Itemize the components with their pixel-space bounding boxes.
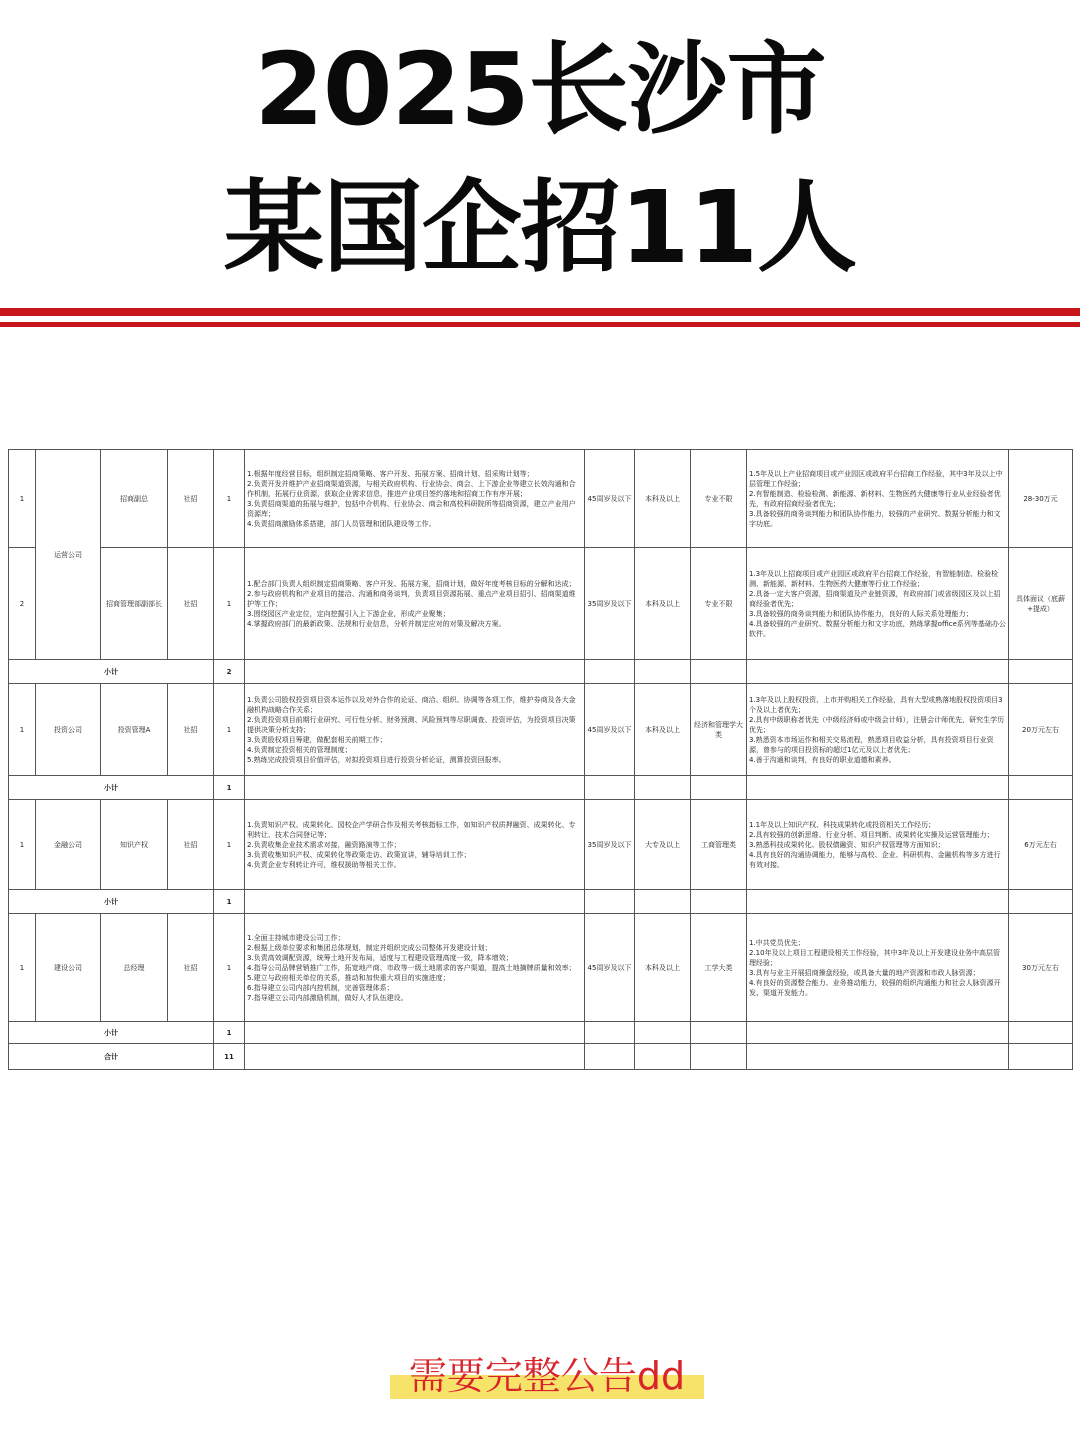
cell-age: 45周岁及以下 — [585, 450, 635, 548]
subtotal-row — [9, 890, 1073, 914]
cell-type: 社招 — [168, 450, 214, 548]
subtotal-count: 2 — [214, 660, 245, 684]
subtotal-row — [9, 776, 1073, 800]
cell-no: 1 — [9, 450, 36, 548]
cell-age: 45周岁及以下 — [585, 684, 635, 776]
footer-callout — [390, 1353, 704, 1399]
table-row — [9, 684, 1073, 776]
cell-duties: 1.负责知识产权、成果转化、园校企产学研合作及相关考核指标工作，如知识产权质押融资、成果转化、专利转让、技术合同登记等； 2.负责收集企业技术需求对接，融资路演等工作； 3.负责收集知识产权、成果转化等政策走访、政策宣讲，辅导培训工作； 4.负责企业专利转让许可，维权援助等相关工作。 — [245, 800, 585, 890]
cell-edu: 大专及以上 — [635, 800, 691, 890]
cell-age: 35周岁及以下 — [585, 800, 635, 890]
cell-salary: 28-30万元 — [1009, 450, 1073, 548]
subtotal-label: 小计 — [9, 1022, 214, 1044]
cell-salary: 30万元左右 — [1009, 914, 1073, 1022]
cell-position: 知识产权 — [101, 800, 168, 890]
cell-edu: 本科及以上 — [635, 548, 691, 660]
cell-position: 投资管理A — [101, 684, 168, 776]
cell-count: 1 — [214, 800, 245, 890]
divider-thin — [0, 322, 1080, 327]
cell-duties: 1.全面主持城市建设公司工作； 2.根据上级单位要求和集团总体规划，制定并组织完成公司整体开发建设计划； 3.负责高效调配资源，统筹土地开发布局，适度与工程建设管理高度一致，降本增效； 4.指导公司品牌营销推广工作，拓宽地产商、市政等一级土地需求的客户渠道，提高土地摘牌质量和效率； 5.建立与政府相关单位的关系，推动和加快重大项目的实施进度； 6.指导建立公司内部内控机制，完善管理体系； 7.指导建立公司内部激励机制，做好人才队伍建设。 — [245, 914, 585, 1022]
cell-no: 2 — [9, 548, 36, 660]
cell-dept: 建设公司 — [36, 914, 101, 1022]
cell-requirements: 1.中共党员优先； 2.10年及以上项目工程建设相关工作经验，其中3年及以上开发建设业务中高层管理经验； 3.具有与业主开展招商操盘经验，或具备大量的地产资源和市政人脉资源； 4.有良好的资源整合能力、业务推动能力，较强的组织沟通能力和社会人脉资源开发、渠道开发能力。 — [747, 914, 1009, 1022]
table-row — [9, 800, 1073, 890]
divider-thick — [0, 308, 1080, 316]
subtotal-count: 1 — [214, 1022, 245, 1044]
cell-major: 工商管理类 — [691, 800, 747, 890]
cell-edu: 本科及以上 — [635, 914, 691, 1022]
cell-salary: 6万元左右 — [1009, 800, 1073, 890]
cell-edu: 本科及以上 — [635, 684, 691, 776]
subtotal-label: 小计 — [9, 776, 214, 800]
cell-edu: 本科及以上 — [635, 450, 691, 548]
cell-requirements: 1.3年及以上招商项目或产业园区或政府平台招商工作经验，有智能制造、检验检测、新能源、新材料、生物医药大健康等行业工作经验； 2.具备一定大客户资源，招商渠道及产业链资源，有政府部门或省级园区及以上招商经验者优先； 3.具备较强的商务谈判能力和团队协作能力，良好的人际关系处理能力； 4.具备较强的产业研究、数据分析能力和文字功底，熟练掌握office系列等基础办公软件。 — [747, 548, 1009, 660]
total-count: 11 — [214, 1044, 245, 1070]
page-title-line1: 2025长沙市 — [254, 31, 826, 148]
cell-count: 1 — [214, 684, 245, 776]
cell-duties: 1.负责公司股权投资项目资本运作以及对外合作的论证、商洽、组织、协调等各项工作，维护券商及各大金融机构战略合作关系； 2.负责投资项目前期行业研究、可行性分析、财务预测、风险预判等尽职调查、投资评估，为投资项目决策提供决策分析支持； 3.负责股权项目筹建，做配套相关前期工作； 4.负责制定投资相关的管理制度； 5.熟练完成投资项目价值评估，对拟投资项目进行投资分析论证，测算投资回报率。 — [245, 684, 585, 776]
cell-position: 招商管理部副部长 — [101, 548, 168, 660]
subtotal-row — [9, 1022, 1073, 1044]
cell-no: 1 — [9, 684, 36, 776]
cell-count: 1 — [214, 548, 245, 660]
cell-count: 1 — [214, 450, 245, 548]
table-row — [9, 914, 1073, 1022]
cell-no: 1 — [9, 914, 36, 1022]
cell-salary: 具体面议（底薪+提成） — [1009, 548, 1073, 660]
table-row — [9, 548, 1073, 660]
cell-type: 社招 — [168, 548, 214, 660]
total-label: 合计 — [9, 1044, 214, 1070]
cell-type: 社招 — [168, 684, 214, 776]
cell-count: 1 — [214, 914, 245, 1022]
cell-type: 社招 — [168, 800, 214, 890]
cell-major: 专业不限 — [691, 548, 747, 660]
table-row — [9, 450, 1073, 548]
cell-major: 专业不限 — [691, 450, 747, 548]
subtotal-label: 小计 — [9, 890, 214, 914]
subtotal-count: 1 — [214, 776, 245, 800]
cell-no: 1 — [9, 800, 36, 890]
page-title-line2: 某国企招11人 — [223, 169, 857, 286]
cell-duties: 1.配合部门负责人组织制定招商策略、客户开发、拓展方案，招商计划，做好年度考核目标的分解和达成； 2.参与政府机构和产业项目的接洽、沟通和商务谈判，负责项目资源拓展、重点产业项目招引、招商渠道维护等工作； 3.围绕园区产业定位，定向挖掘引入上下游企业，形成产业聚集； 4.掌握政府部门的最新政策、法规和行业信息，分析并制定应对的对策及解决方案。 — [245, 548, 585, 660]
cell-requirements: 1.5年及以上产业招商项目或产业园区或政府平台招商工作经验，其中3年及以上中层管理工作经验； 2.有智能制造、检验检测、新能源、新材料、生物医药大健康等行业从业经验者优先，有政府招商经验者优先； 3.具备较强的商务谈判能力和团队协作能力，较强的产业研究、数据分析能力和文字功底。 — [747, 450, 1009, 548]
cell-duties: 1.根据年度经营目标，组织制定招商策略、客户开发、拓展方案、招商计划、招采购计划等； 2.负责开发并维护产业招商渠道资源，与相关政府机构、行业协会、商会、上下游企业等建立长效沟通和合作机制，拓展行业资源，获取企业需求信息，推进产业项目签约落地和招商工作有序开展； 3.负责招商渠道的拓展与维护，包括中介机构、行业协会、商会和高校科研院所等招商资源，建立产业用户资源库； 4.负责招商激励体系搭建，部门人员管理和团队建设等工作。 — [245, 450, 585, 548]
cell-age: 35周岁及以下 — [585, 548, 635, 660]
cell-dept: 金融公司 — [36, 800, 101, 890]
cell-position: 总经理 — [101, 914, 168, 1022]
cell-major: 经济和管理学大类 — [691, 684, 747, 776]
cell-type: 社招 — [168, 914, 214, 1022]
subtotal-label: 小计 — [9, 660, 214, 684]
subtotal-row — [9, 660, 1073, 684]
footer-text: 需要完整公告dd — [408, 1354, 686, 1398]
cell-requirements: 1.3年及以上股权投资、上市并购相关工作经验，具有大型或熟落地股权投资项目3个及以上者优先； 2.具有中级职称者优先（中级经济师或中级会计师），注册会计师优先，研究生学历优先； 3.熟悉资本市场运作和相关交易流程，熟悉项目收益分析，具有投资项目行业资源，曾参与的项目投资标的超过1亿元及以上者优先； 4.善于沟通和谈判，有良好的职业道德和素养。 — [747, 684, 1009, 776]
cell-age: 45周岁及以下 — [585, 914, 635, 1022]
cell-position: 招商副总 — [101, 450, 168, 548]
cell-dept: 运营公司 — [36, 450, 101, 660]
cell-salary: 20万元左右 — [1009, 684, 1073, 776]
cell-requirements: 1.1年及以上知识产权、科技成果转化或投资相关工作经历； 2.具有较强的创新思维、行业分析、项目判断、成果转化实操及运营管理能力； 3.熟悉科技成果转化、股权债融资、知识产权管理等方面知识； 4.具有良好的沟通协调能力，能够与高校、企业、科研机构、金融机构等多方进行有效对接。 — [747, 800, 1009, 890]
subtotal-count: 1 — [214, 890, 245, 914]
cell-dept: 投资公司 — [36, 684, 101, 776]
total-row — [9, 1044, 1073, 1070]
job-table — [8, 449, 1073, 1070]
cell-major: 工学大类 — [691, 914, 747, 1022]
